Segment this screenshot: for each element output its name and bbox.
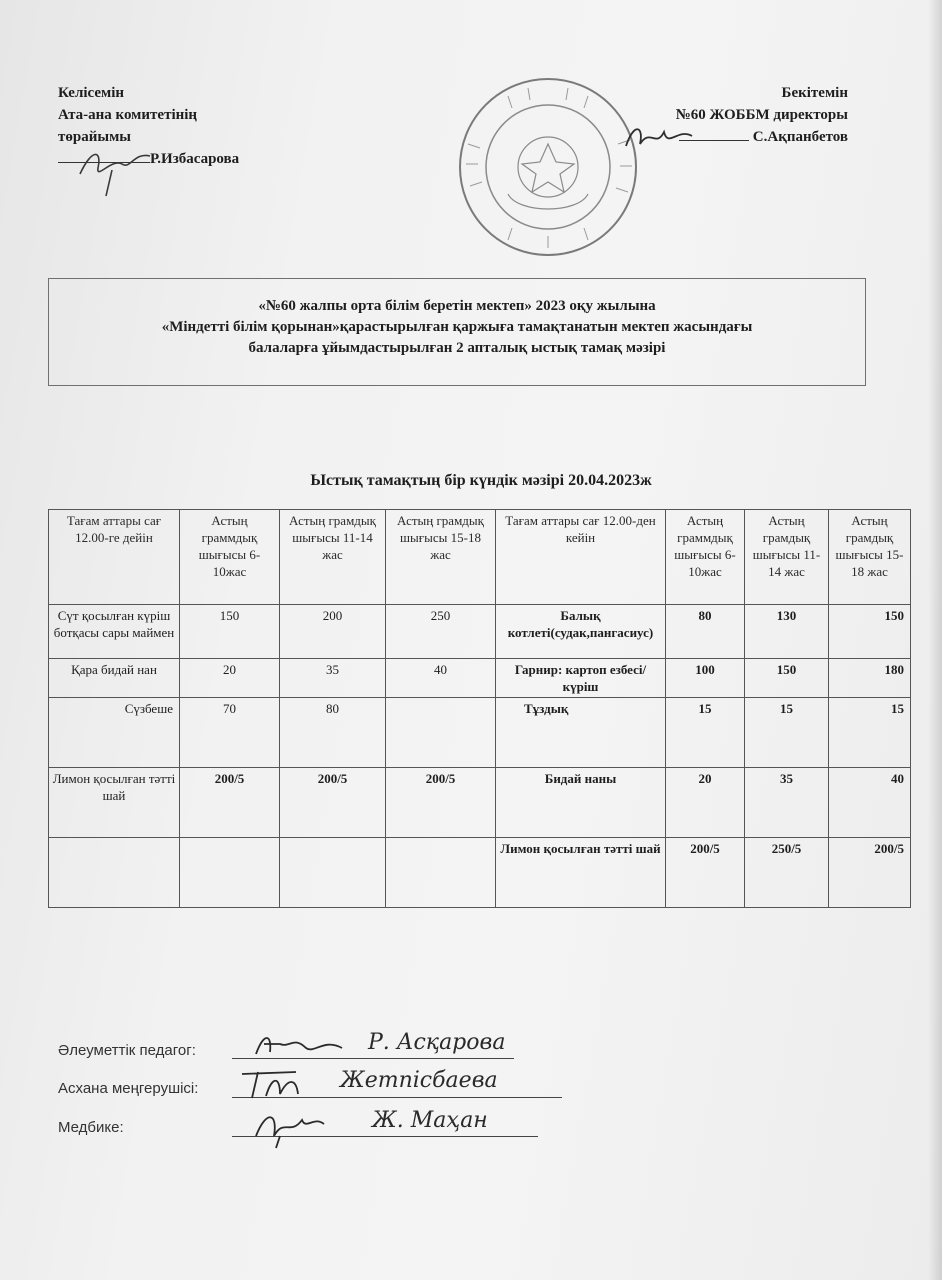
table-row [49,605,911,659]
table-cell: 100 [666,659,745,698]
table-cell: Сүт қосылған күріш ботқасы сары маймен [49,605,180,659]
table-cell [386,838,496,908]
table-cell: 200/5 [280,768,386,838]
approval-right-name: С.Ақпанбетов [752,129,848,145]
table-cell: Бидай наны [496,768,666,838]
page-shadow [928,0,942,1280]
table-cell: 200 [280,605,386,659]
nurse-scribble [250,1106,330,1150]
table-cell: 200/5 [666,838,745,908]
approval-left-line1: Келісемін [58,85,125,101]
table-cell: Балық котлеті(судак,пангасиус) [496,605,666,659]
menu-table [48,509,911,908]
table-row [49,838,911,908]
kitchen-head-scribble [236,1066,326,1102]
table-cell [280,838,386,908]
table-cell: 15 [666,698,745,768]
table-cell: 70 [180,698,280,768]
table-cell: 150 [180,605,280,659]
kitchen-head-signature: Жетпісбаева [340,1068,498,1093]
table-cell [180,838,280,908]
table-cell: 180 [829,659,911,698]
col-header: Астың грамдық шығысы 15-18 жас [829,510,911,605]
table-row [49,768,911,838]
table-cell: 80 [280,698,386,768]
table-cell: 130 [745,605,829,659]
table-cell: Лимон қосылған тәтті шай [49,768,180,838]
approval-left-line2: Ата-ана комитетінің [58,107,198,123]
table-cell: 35 [745,768,829,838]
table-cell: 200/5 [180,768,280,838]
social-pedagogue-signature: Р. Асқарова [368,1030,506,1055]
table-cell: 40 [829,768,911,838]
approval-left-name: Р.Избасарова [150,151,240,167]
title-line1: «№60 жалпы орта білім беретін мектеп» 2023 оқу жылына [258,298,656,314]
col-header: Тағам аттары сағ 12.00-ден кейін [496,510,666,605]
col-header: Астың граммдық шығысы 6-10жас [666,510,745,605]
table-cell [386,698,496,768]
table-cell: 200/5 [829,838,911,908]
table-cell: 20 [180,659,280,698]
table-row [49,659,911,698]
director-signature [620,118,700,158]
table-cell: 15 [745,698,829,768]
approval-right-line1: Бекітемін [781,85,848,101]
table-cell: 250 [386,605,496,659]
chairperson-signature [72,140,162,200]
table-cell: Қара бидай нан [49,659,180,698]
table-cell: 150 [829,605,911,659]
table-cell: Лимон қосылған тәтті шай [496,838,666,908]
title-line3: балаларға ұйымдастырылған 2 апталық ыстық тамақ мәзірі [248,340,666,356]
table-cell: 250/5 [745,838,829,908]
table-cell: 200/5 [386,768,496,838]
social-pedagogue-label: Әлеуметтік педагог: [58,1042,196,1059]
table-cell: Тұздық [496,698,666,768]
table-row [49,698,911,768]
table-cell: Гарнир: картоп езбесі/күріш [496,659,666,698]
col-header: Астың грамдық шығысы 15-18 жас [386,510,496,605]
table-cell [49,838,180,908]
menu-subtitle: Ыстық тамақтың бір күндік мәзірі 20.04.2023ж [310,472,652,489]
table-header-row [49,510,911,605]
social-pedagogue-scribble [250,1028,350,1064]
approval-right-line2: №60 ЖОББМ директоры [675,107,848,123]
table-cell: 80 [666,605,745,659]
table-cell: 35 [280,659,386,698]
nurse-signature: Ж. Маҳан [372,1108,488,1133]
col-header: Астың грамдық шығысы 11-14 жас [280,510,386,605]
approval-left-line3: төрайымы [58,129,131,145]
kitchen-head-label: Асхана меңгерушісі: [58,1080,199,1097]
table-cell: 20 [666,768,745,838]
document-title-box [48,278,866,386]
col-header: Тағам аттары сағ 12.00-ге дейін [49,510,180,605]
col-header: Астың грамдық шығысы 11-14 жас [745,510,829,605]
nurse-label: Медбике: [58,1119,124,1136]
table-cell: Сүзбеше [49,698,180,768]
col-header: Астың граммдық шығысы 6-10жас [180,510,280,605]
table-cell: 40 [386,659,496,698]
table-cell: 15 [829,698,911,768]
table-cell: 150 [745,659,829,698]
title-line2: «Міндетті білім қорынан»қарастырылған қаржыға тамақтанатын мектеп жасындағы [161,319,753,335]
